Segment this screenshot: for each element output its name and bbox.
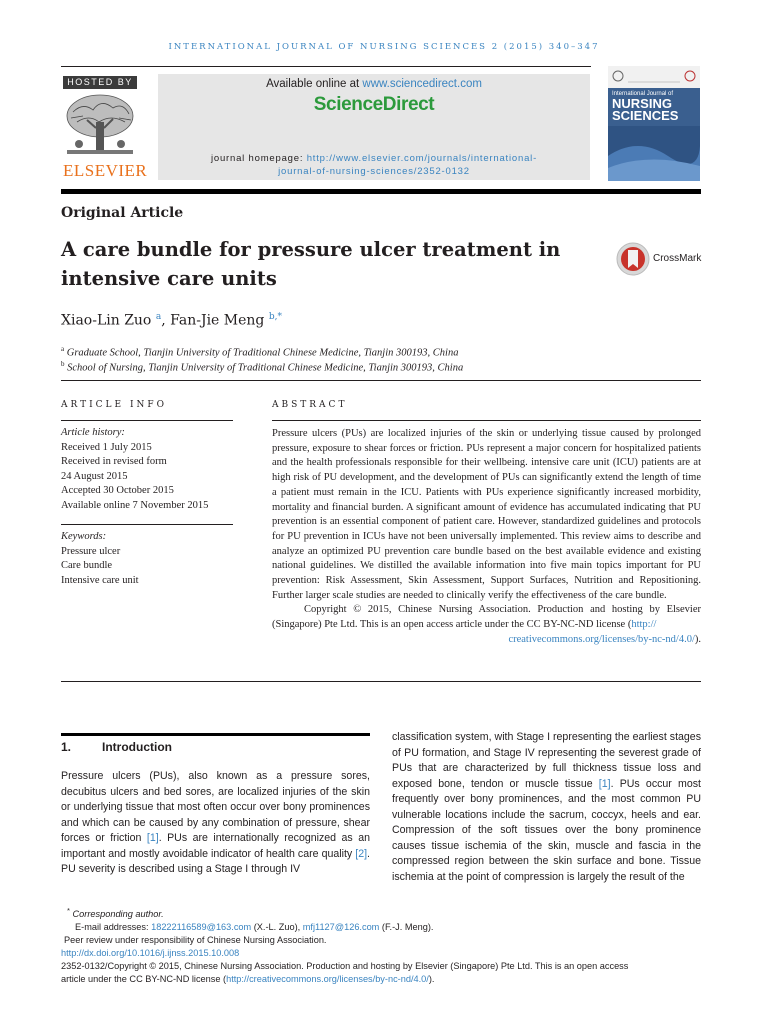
history-item: 24 August 2015: [61, 470, 128, 482]
abstract-rule: [272, 420, 701, 421]
footnote-mark: *: [67, 906, 70, 915]
copyright-end: ).: [694, 633, 701, 645]
intro-text: Pressure ulcers (PUs), also known as a pressure sores, decubitus ulcers and bed sores, are localized injuries of the skin or underlying tissue that most often occur over bony prominences and which can be caused by any combination of pressure, shear forces or friction: [61, 770, 370, 844]
article-history: [61, 426, 233, 514]
affiliation-b: [61, 356, 463, 377]
keyword: Care bundle: [61, 560, 113, 572]
footnotes: [61, 904, 701, 986]
intro-rule: [61, 733, 370, 736]
masthead-bottom-rule: [61, 189, 701, 194]
elsevier-wordmark: ELSEVIER: [63, 161, 148, 180]
abstract-text: Pressure ulcers (PUs) are localized injuries of the skin or underlying tissue caused by prolonged pressure, exposure to shear forces or friction. PUs represent a major concern for hospitalized patients and the health professionals responsible for their wellbeing. intensive care unit (ICU) patients are at high risk of PU development, and the development of PUs can significantly extend the length of time a patient must remain in the ICU. Patients with PUs experience significantly increased morbidity, mortality and financial burden. A significant amount of evidence has accumulated indicating that PU prevention is an essential component of patient care. However, standardized guidelines and protocols for PU prevention in ICUs have not been universally implemented. This review aims to describe and analyze an optimized PU prevention care bundle based on the best available evidence and existing national guidelines. We distilled the available information into five main topics important for PU prevention: Risk Assessment, Skin Assessment, Support Surfaces, Nutrition and Repositioning. Further larger scale studies are needed to clinically verify the effectiveness of the care bundle.: [272, 428, 701, 601]
title-line-2: intensive care units: [61, 267, 277, 290]
history-label: Article history:: [61, 427, 125, 438]
cover-title: [612, 90, 700, 122]
author-affil-mark[interactable]: a: [155, 312, 162, 322]
author-separator: ,: [161, 312, 171, 329]
homepage-link-part-2[interactable]: journal-of-nursing-sciences/2352-0132: [278, 166, 470, 177]
author-list: [61, 312, 282, 329]
masthead-rule: [61, 66, 591, 67]
author-name: Fan-Jie Meng: [170, 312, 265, 329]
history-item: Received 1 July 2015: [61, 441, 152, 453]
citation-link[interactable]: [1]: [146, 832, 159, 844]
journal-homepage: [158, 152, 590, 178]
available-online: [158, 78, 590, 90]
email-note: [61, 921, 701, 934]
keywords-rule: [61, 524, 233, 525]
affil-mark: b: [61, 360, 65, 368]
crossmark-icon: [616, 242, 650, 276]
issn-line: 2352-0132/Copyright © 2015, Chinese Nursing Association. Production and hosting by Elsevier (Singapore) Pte Ltd. This is an open access: [61, 961, 629, 972]
copyright-text: Copyright © 2015, Chinese Nursing Association. Production and hosting by Elsevier (Singapore) Pte Ltd. This is an open access article under the CC BY-NC-ND license (: [272, 604, 701, 631]
sciencedirect-logo: ScienceDirect: [313, 94, 435, 115]
abstract-copyright: [272, 603, 701, 647]
section-number: 1.: [61, 740, 72, 754]
sciencedirect-banner: [158, 74, 590, 180]
keywords: [61, 530, 233, 588]
issn-license-line: [61, 973, 701, 986]
license-link-part-1[interactable]: http://: [631, 619, 657, 631]
affil-text: Graduate School, Tianjin University of Traditional Chinese Medicine, Tianjin 300193, China: [66, 347, 459, 359]
abstract-bottom-rule: [61, 681, 701, 682]
peer-review-note: Peer review under responsibility of Chinese Nursing Association.: [64, 935, 327, 946]
section-heading: Introduction: [102, 740, 172, 754]
intro-right-column: [392, 730, 701, 885]
keywords-label: Keywords:: [61, 531, 107, 542]
title-line-1: A care bundle for pressure ulcer treatment in: [61, 238, 561, 261]
article-title: [61, 235, 601, 293]
intro-text: classification system, with Stage I representing the earliest stages of PU formation, and Stage IV representing the severest grade of PUs that are characterized by full thickness tissue loss and exposed bone, tendon or muscle tissue: [392, 731, 701, 790]
header-divider: [61, 380, 701, 381]
author-name: Xiao-Lin Zuo: [61, 312, 152, 329]
intro-text: . PU severity is described using a Stage I through IV: [61, 847, 370, 875]
available-prefix: Available online at: [266, 78, 363, 90]
article-info-heading: ARTICLE INFO: [61, 400, 168, 410]
issn-license-link[interactable]: http://creativecommons.org/licenses/by-nc-nd/4.0/: [226, 974, 429, 985]
homepage-link-part-1[interactable]: http://www.elsevier.com/journals/international-: [306, 153, 538, 164]
crossmark-label: CrossMark: [653, 253, 702, 264]
affil-text: School of Nursing, Tianjin University of Traditional Chinese Medicine, Tianjin 300193, China: [67, 362, 464, 374]
cover-art: [608, 126, 700, 181]
author-affil-mark[interactable]: b,*: [268, 312, 282, 322]
homepage-label: journal homepage:: [210, 153, 307, 164]
email-owner: (X.-L. Zuo),: [251, 922, 303, 933]
cover-top-band: [608, 66, 700, 88]
issn-end: ).: [428, 974, 435, 985]
citation-link[interactable]: [1]: [598, 777, 611, 790]
hosted-by-label: HOSTED BY: [63, 76, 137, 89]
running-header: INTERNATIONAL JOURNAL OF NURSING SCIENCES 2 (2015) 340–347: [168, 42, 600, 52]
doi-link[interactable]: http://dx.doi.org/10.1016/j.ijnss.2015.10.008: [61, 948, 240, 959]
keyword: Pressure ulcer: [61, 545, 121, 557]
doi-line: [61, 947, 701, 960]
elsevier-tree-icon: [63, 92, 137, 158]
email-owner: (F.-J. Meng).: [379, 922, 434, 933]
corresponding-label: Corresponding author.: [72, 909, 164, 920]
crossmark-badge[interactable]: [616, 242, 706, 274]
email-label: E-mail addresses:: [75, 922, 152, 933]
intro-text: . PUs are internationally recognized as an important and mostly avoidable indicator of health care quality: [61, 832, 370, 860]
corresponding-note: [61, 904, 701, 921]
cover-word-sciences: SCIENCES: [612, 108, 679, 123]
history-item: Received in revised form: [61, 456, 167, 468]
cover-word-nursing: NURSING: [612, 96, 672, 111]
history-item: Accepted 30 October 2015: [61, 485, 174, 497]
elsevier-logo: [61, 76, 157, 181]
license-link-part-2[interactable]: creativecommons.org/licenses/by-nc-nd/4.0/: [508, 633, 695, 645]
history-item: Available online 7 November 2015: [61, 499, 209, 511]
article-type: Original Article: [61, 205, 184, 221]
journal-cover: [608, 66, 700, 181]
email-link[interactable]: 18222116589@163.com: [151, 922, 252, 933]
cover-emblem-icon: [608, 66, 700, 88]
keyword: Intensive care unit: [61, 574, 139, 586]
email-link[interactable]: mfj1127@126.com: [302, 922, 380, 933]
sciencedirect-link[interactable]: www.sciencedirect.com: [362, 78, 482, 90]
cover-subtitle: International Journal of: [612, 91, 674, 97]
abstract-body: [272, 427, 701, 648]
intro-text: . PUs occur most frequently over bony prominences, and the most common PU vulnerable locations include the sacrum, coccyx, heels and ear. Compression of the soft tissues over the bony prominence causes tissue ischemia of the skin, muscle and fascia in the compressed region between the skin surface and bone. Tissue ischemia at the point of compression is largely the result of the: [392, 777, 701, 883]
issn-text: article under the CC BY-NC-ND license (: [61, 974, 227, 985]
citation-link[interactable]: [2]: [355, 847, 368, 860]
intro-left-column: [61, 769, 370, 878]
abstract-heading: ABSTRACT: [272, 400, 348, 410]
affil-mark: a: [61, 345, 65, 353]
article-info-rule: [61, 420, 233, 421]
